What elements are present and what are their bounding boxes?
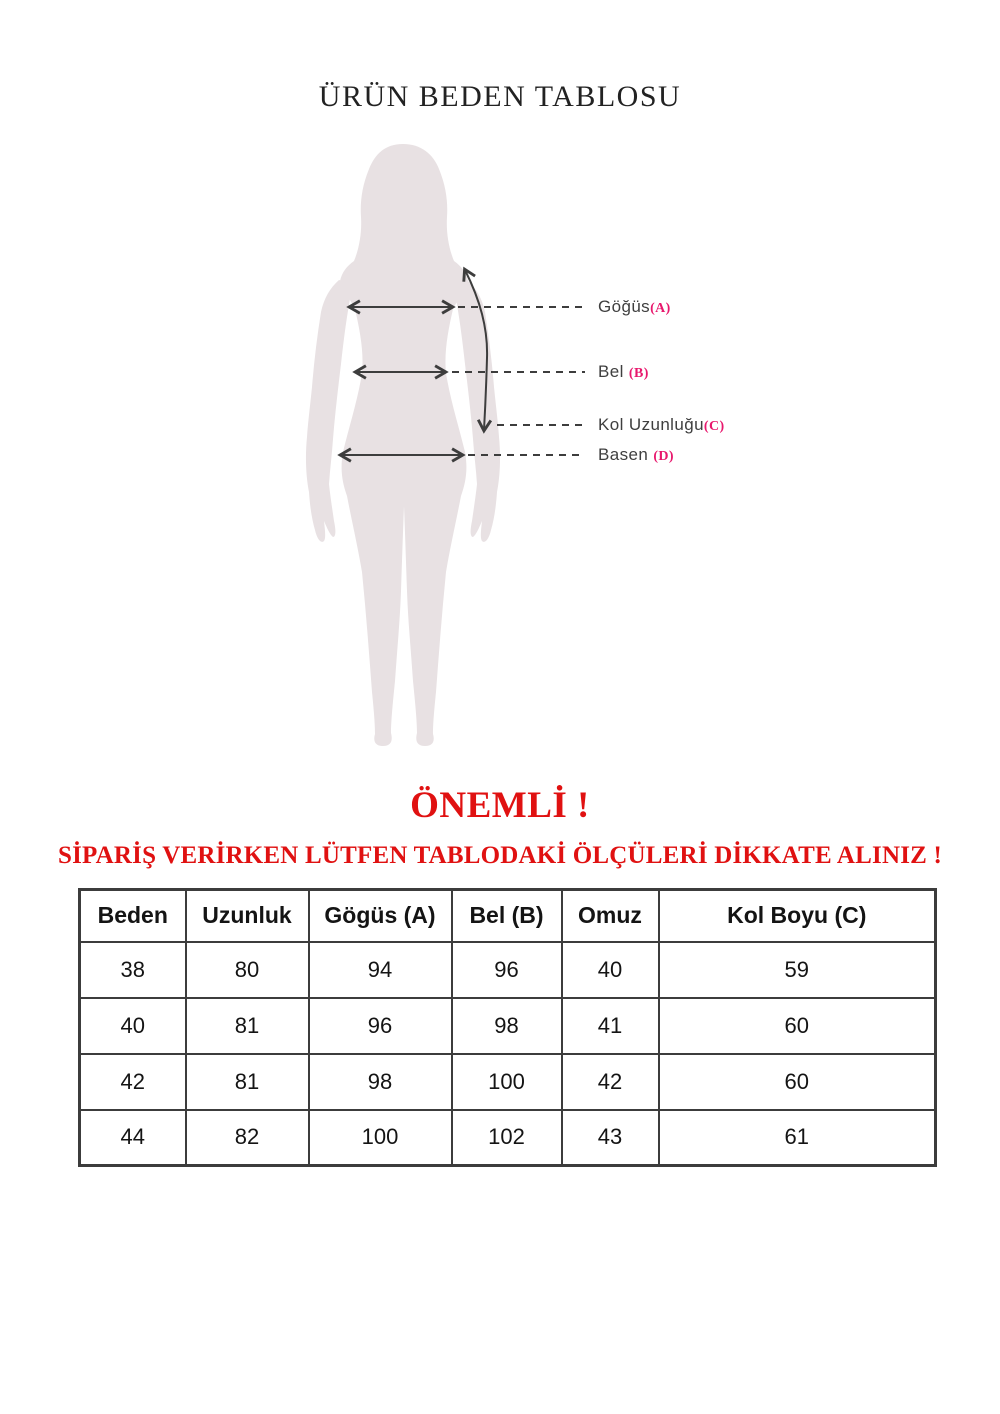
cell: 81 <box>186 1054 309 1110</box>
important-heading: ÖNEMLİ ! <box>410 785 590 826</box>
size-table <box>78 888 937 1167</box>
waist-label <box>598 362 649 382</box>
silhouette-left-arm <box>306 280 351 542</box>
waist-label-text: Bel <box>598 362 629 381</box>
header-uzunluk: Uzunluk <box>186 890 309 942</box>
hip-label <box>598 445 674 465</box>
warning-subheading: SİPARİŞ VERİRKEN LÜTFEN TABLODAKİ ÖLÇÜLERİ DİKKATE ALINIZ ! <box>58 842 942 869</box>
cell: 42 <box>80 1054 186 1110</box>
cell: 43 <box>562 1110 659 1166</box>
header-bel: Bel (B) <box>452 890 562 942</box>
size-table-header-row <box>80 890 936 942</box>
female-silhouette <box>340 144 468 746</box>
cell: 100 <box>452 1054 562 1110</box>
page-title: ÜRÜN BEDEN TABLOSU <box>318 80 682 113</box>
table-row <box>80 942 936 998</box>
cell: 60 <box>659 998 936 1054</box>
cell: 59 <box>659 942 936 998</box>
hip-label-text: Basen <box>598 445 654 464</box>
table-row <box>80 1110 936 1166</box>
cell: 81 <box>186 998 309 1054</box>
cell: 98 <box>309 1054 452 1110</box>
cell: 96 <box>309 998 452 1054</box>
arm-length-label <box>598 415 725 435</box>
table-row <box>80 1054 936 1110</box>
arm-length-label-text: Kol Uzunluğu <box>598 415 704 434</box>
chest-label <box>598 297 671 317</box>
header-beden: Beden <box>80 890 186 942</box>
cell: 38 <box>80 942 186 998</box>
cell: 41 <box>562 998 659 1054</box>
cell: 82 <box>186 1110 309 1166</box>
cell: 44 <box>80 1110 186 1166</box>
cell: 40 <box>80 998 186 1054</box>
cell: 61 <box>659 1110 936 1166</box>
hip-label-letter: (D) <box>653 449 674 464</box>
cell: 40 <box>562 942 659 998</box>
cell: 94 <box>309 942 452 998</box>
cell: 98 <box>452 998 562 1054</box>
chest-label-text: Göğüs <box>598 297 651 316</box>
header-kol-boyu: Kol Boyu (C) <box>659 890 936 942</box>
chest-label-letter: (A) <box>650 301 671 316</box>
cell: 80 <box>186 942 309 998</box>
silhouette-right-arm <box>455 280 500 542</box>
cell: 42 <box>562 1054 659 1110</box>
cell: 96 <box>452 942 562 998</box>
cell: 102 <box>452 1110 562 1166</box>
table-row <box>80 998 936 1054</box>
waist-label-letter: (B) <box>628 366 649 381</box>
cell: 100 <box>309 1110 452 1166</box>
header-gogus: Gögüs (A) <box>309 890 452 942</box>
cell: 60 <box>659 1054 936 1110</box>
header-omuz: Omuz <box>562 890 659 942</box>
arm-length-label-letter: (C) <box>703 419 725 434</box>
body-measurement-figure <box>260 130 600 770</box>
